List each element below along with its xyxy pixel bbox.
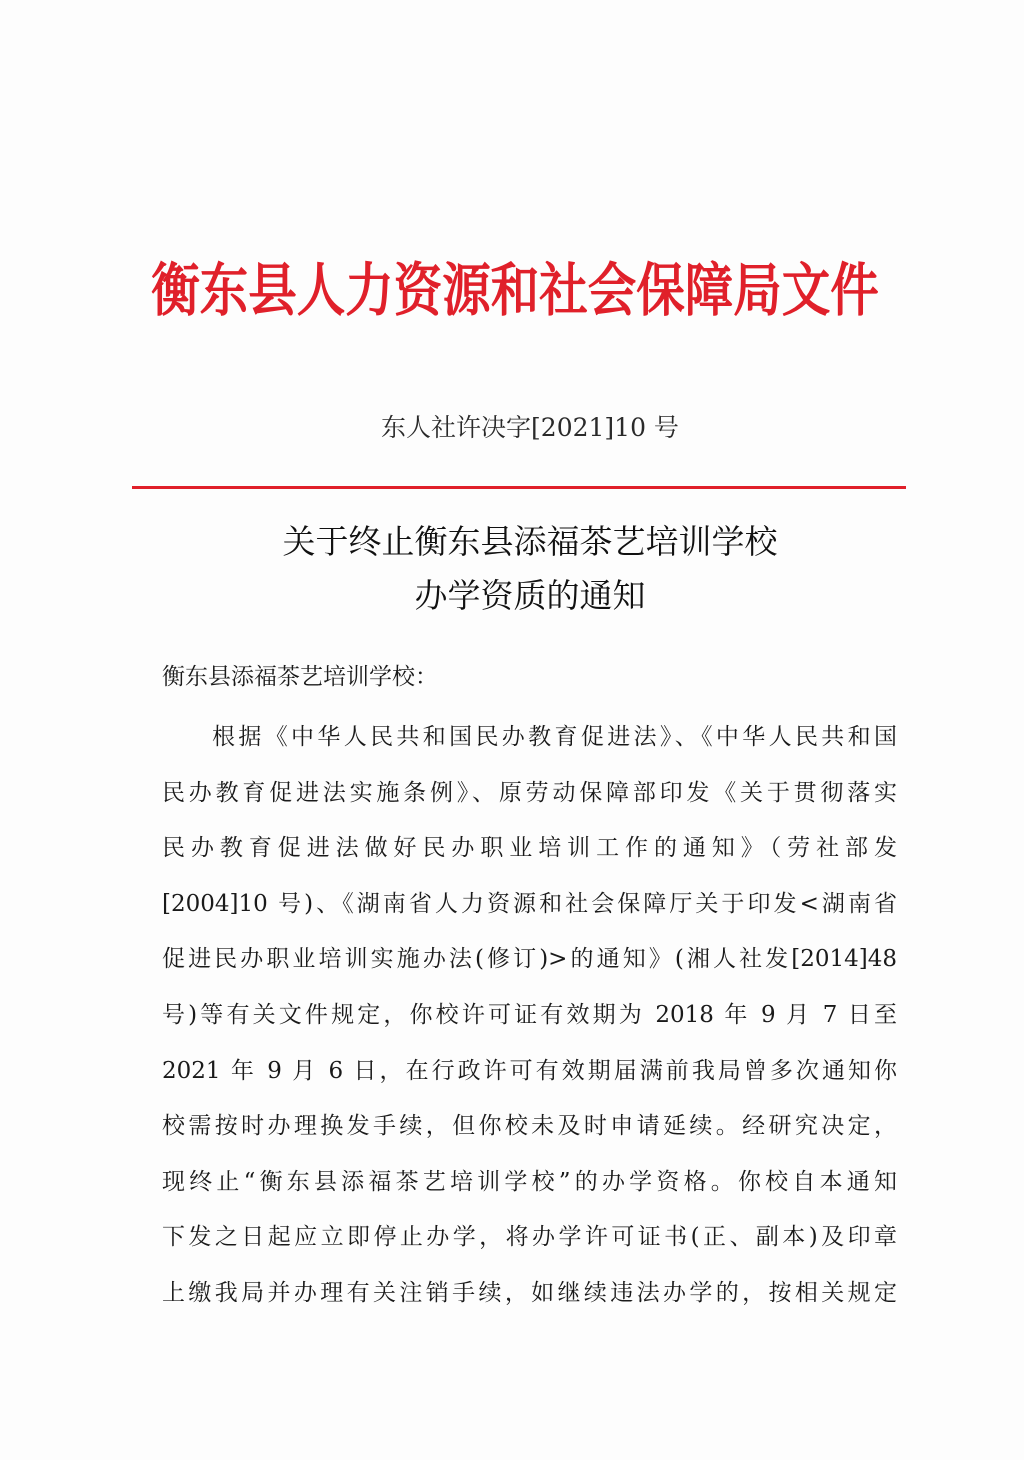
body-line: 2021 年 9 月 6 日，在行政许可有效期届满前我局曾多次通知你 [162,1057,897,1084]
body-line: 校需按时办理换发手续，但你校未及时申请延续。经研究决定， [162,1113,897,1140]
notice-title [150,515,910,623]
masthead-title: 衡东县人力资源和社会保障局文件 [151,256,879,325]
notice-title-line-1: 关于终止衡东县添福茶艺培训学校 [282,522,778,561]
body-line: 上缴我局并办理有关注销手续，如继续违法办学的，按相关规定 [162,1279,897,1306]
document-number: 东人社许决字[2021]10 号 [381,413,679,442]
body-line: 现终止“衡东县添福茶艺培训学校”的办学资格。你校自本通知 [162,1168,897,1195]
body-paragraph [162,710,897,1322]
body-line: 下发之日起应立即停止办学，将办学许可证书(正、副本)及印章 [162,1224,897,1251]
body-line: 民办教育促进法做好民办职业培训工作的通知》（劳社部发 [162,835,897,862]
body-line: 号)等有关文件规定，你校许可证有效期为 2018 年 9 月 7 日至 [162,1001,897,1028]
body-line: 根据《中华人民共和国民办教育促进法》、《中华人民共和国 [212,724,897,750]
salutation: 衡东县添福茶艺培训学校： [162,664,438,690]
notice-title-line-2: 办学资质的通知 [414,576,646,615]
body-line: 民办教育促进法实施条例》、原劳动保障部印发《关于贯彻落实 [162,779,897,806]
red-divider-line [132,486,906,489]
body-line: 促进民办职业培训实施办法(修订)>的通知》(湘人社发[2014]48 [162,946,897,973]
body-line: [2004]10 号)、《湖南省人力资源和社会保障厅关于印发<湖南省 [162,890,897,917]
